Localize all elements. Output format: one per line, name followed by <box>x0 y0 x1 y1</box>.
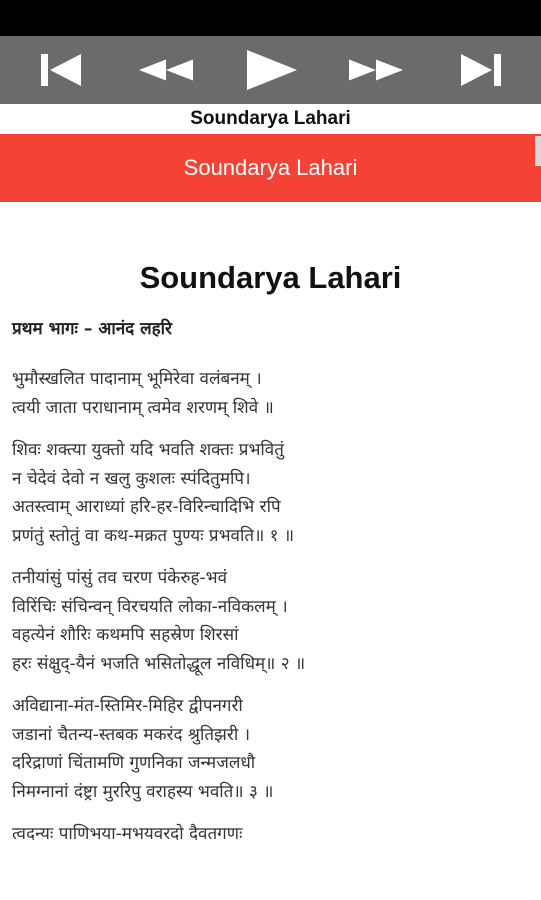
verse-line: दरिद्राणां चिंतामणि गुणनिका जन्मजलधौ <box>12 753 256 773</box>
skip-next-icon <box>457 50 505 90</box>
skip-next-button[interactable] <box>451 40 511 100</box>
verse-block <box>12 564 529 678</box>
skip-previous-icon <box>37 50 85 90</box>
rewind-button[interactable] <box>136 40 196 100</box>
play-button[interactable] <box>241 40 301 100</box>
rewind-icon <box>136 50 196 90</box>
content-heading: Soundarya Lahari <box>139 260 402 295</box>
verse-line: विरिंचिः संचिन्वन् विरचयति लोका-नविकलम् । <box>12 596 288 617</box>
verse-line: शिवः शक्त्या युक्तो यदि भवति शक्तः प्रभवितुं <box>12 440 284 460</box>
verse-line: जडानां चैतन्य-स्तबक मकरंद श्रुतिझरी । <box>12 724 251 745</box>
media-player-bar <box>0 36 541 104</box>
verse-line: न चेदेवं देवो न खलु कुशलः स्पंदितुमपि। <box>12 468 251 489</box>
verse-line: अविद्याना-मंत-स्तिमिर-मिहिर द्वीपनगरी <box>12 696 243 716</box>
verse-line: तनीयांसुं पांसुं तव चरण पंकेरुह-भवं <box>12 568 228 588</box>
verse-block <box>12 436 529 550</box>
verse-line: अतस्त्वाम् आराध्यां हरि-हर-विरिन्चादिभि रपि <box>12 497 281 517</box>
verse-line: त्वयी जाता पराधानाम् त्वमेव शरणम् शिवे ॥ <box>12 397 274 418</box>
play-icon <box>241 48 301 92</box>
scrollbar-thumb[interactable] <box>535 136 541 166</box>
verse-line: प्रणंतुं स्तोतुं वा कथ-मक्रत पुण्यः प्रभवति॥ १ ॥ <box>12 525 295 546</box>
fast-forward-icon <box>346 50 406 90</box>
content-area <box>0 260 541 849</box>
verse-block <box>12 365 529 422</box>
toolbar-title: Soundarya Lahari <box>183 155 358 180</box>
verse-block <box>12 820 529 849</box>
verse-line: निमग्नानां दंष्ट्रा मुररिपु वराहस्य भवति॥ ३ ॥ <box>12 781 274 802</box>
verse-line: भुमौस्खलित पादानाम् भूमिरेवा वलंबनम् । <box>12 369 262 389</box>
skip-previous-button[interactable] <box>31 40 91 100</box>
status-bar <box>0 0 541 36</box>
verse-line: त्वदन्यः पाणिभया-मभयवरदो दैवतगणः <box>12 824 243 844</box>
verse-block <box>12 692 529 806</box>
verse-line: वहत्येनं शौरिः कथमपि सहस्रेण शिरसां <box>12 625 239 645</box>
page-title: Soundarya Lahari <box>0 104 541 134</box>
section-title: प्रथम भागः – आनंद लहरि <box>12 319 172 339</box>
app-toolbar <box>0 134 541 202</box>
verse-line: हरः संक्षुद्-यैनं भजति भसितोद्धूल नविधिम्॥ २ ॥ <box>12 653 306 674</box>
fast-forward-button[interactable] <box>346 40 406 100</box>
